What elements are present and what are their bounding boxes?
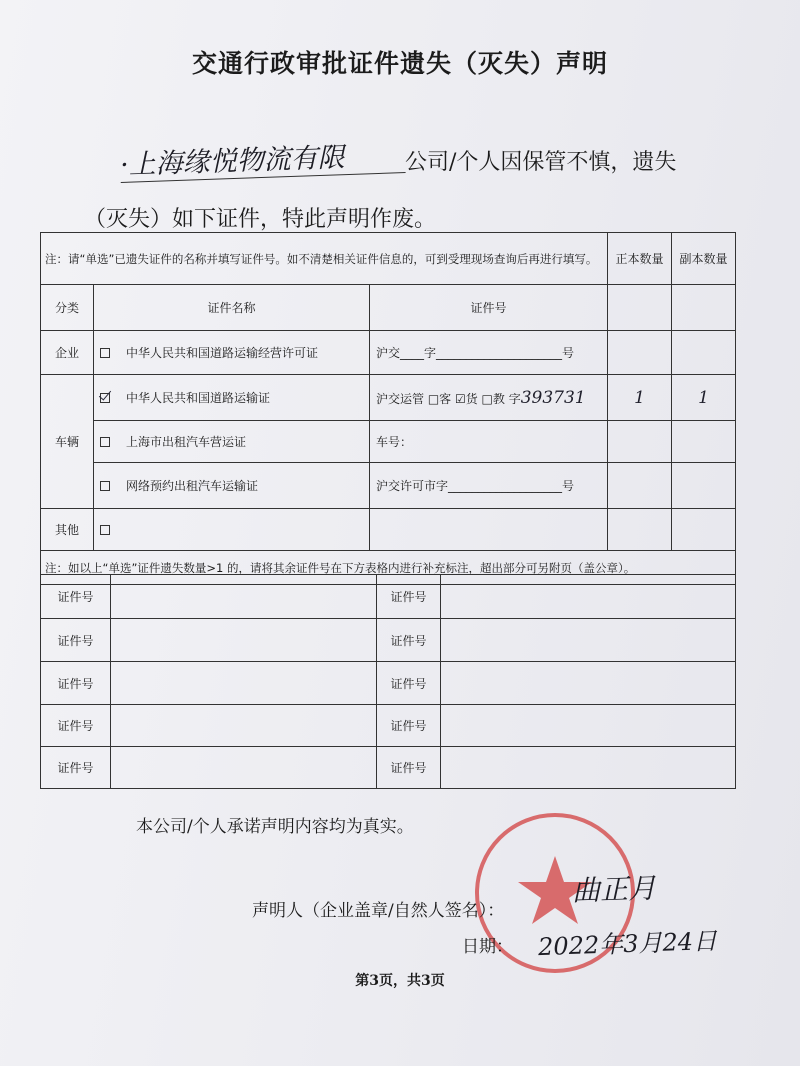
table-row <box>41 619 736 662</box>
extra-number-label: 证件号 <box>377 705 441 747</box>
header-spacer-original <box>608 285 672 331</box>
extra-number-field[interactable] <box>111 662 377 705</box>
certificate-name: 上海市出租汽车营运证 <box>126 435 247 449</box>
certificate-number-field[interactable] <box>370 509 608 551</box>
checkbox-road-transport-cert[interactable] <box>100 393 110 403</box>
certificate-name: 中华人民共和国道路运输证 <box>126 391 271 405</box>
extra-number-field[interactable] <box>111 705 377 747</box>
copy-count-field[interactable] <box>672 331 736 375</box>
header-category: 分类 <box>41 285 94 331</box>
table-row <box>41 509 736 551</box>
table-row <box>41 662 736 705</box>
extra-number-label: 证件号 <box>377 575 441 619</box>
page-title: 交通行政审批证件遗失（灭失）声明 <box>191 49 608 78</box>
header-copy-count: 副本数量 <box>672 233 736 285</box>
handwritten-number: 393731 <box>520 387 586 408</box>
date-value-handwritten: 2022年3月24日 <box>537 926 718 962</box>
certificate-name-cell <box>94 331 370 375</box>
header-certificate-number: 证件号 <box>370 285 608 331</box>
table-row <box>41 747 736 789</box>
header-spacer-copy <box>672 285 736 331</box>
extra-number-field[interactable] <box>111 747 377 789</box>
certificate-name-cell <box>94 375 370 421</box>
extra-number-field[interactable] <box>441 705 736 747</box>
certificate-number-field[interactable] <box>370 375 608 421</box>
copy-count-field[interactable] <box>672 463 736 509</box>
extra-number-label: 证件号 <box>377 619 441 662</box>
table-row <box>41 705 736 747</box>
number-template: 沪交运管 □客 ☑货 □教 字 <box>376 391 521 406</box>
checkbox-taxi-permit[interactable] <box>100 437 110 447</box>
table-row <box>41 463 736 509</box>
date-label: 日期： <box>462 937 513 957</box>
extra-number-label: 证件号 <box>377 747 441 789</box>
company-name-handwritten: ·上海缘悦物流有限 <box>119 133 405 183</box>
certificate-number-field[interactable]: 沪交____字_____________________号 <box>370 331 608 375</box>
declarant-label: 声明人（企业盖章/自然人签名）： <box>252 901 505 921</box>
category-enterprise: 企业 <box>41 331 94 375</box>
copy-count-field[interactable]: 1 <box>672 375 736 421</box>
statement-line-1-text: 公司/个人因保管不慎，遗失 <box>405 150 677 175</box>
extra-numbers-table <box>40 574 736 789</box>
table-row <box>41 375 736 421</box>
extra-number-label: 证件号 <box>41 705 111 747</box>
promise-statement: 本公司/个人承诺声明内容均为真实。 <box>136 817 414 837</box>
table-row <box>41 421 736 463</box>
copy-count-field[interactable] <box>672 421 736 463</box>
extra-number-label: 证件号 <box>41 662 111 705</box>
certificate-form-table <box>40 232 736 585</box>
extra-number-field[interactable] <box>441 575 736 619</box>
extra-number-label: 证件号 <box>41 747 111 789</box>
extra-number-field[interactable] <box>441 747 736 789</box>
declarant-line <box>252 896 504 921</box>
original-count-field[interactable]: 1 <box>608 375 672 421</box>
table-row <box>41 331 736 375</box>
certificate-name: 中华人民共和国道路运输经营许可证 <box>126 346 319 360</box>
original-count-field[interactable] <box>608 463 672 509</box>
note-top: 注：请“单选”已遗失证件的名称并填写证件号。如不清楚相关证件信息的，可到受理现场查询后再进行填写。 <box>41 233 608 285</box>
checkbox-other[interactable] <box>100 525 110 535</box>
declarant-signature: 曲正月 <box>571 871 657 908</box>
extra-number-field[interactable] <box>111 575 377 619</box>
extra-number-label: 证件号 <box>377 662 441 705</box>
certificate-name: 网络预约出租汽车运输证 <box>126 479 259 493</box>
original-count-field[interactable] <box>608 509 672 551</box>
header-original-count: 正本数量 <box>608 233 672 285</box>
extra-number-label: 证件号 <box>41 575 111 619</box>
extra-number-field[interactable] <box>441 619 736 662</box>
note-bottom: 注：如以上“单选”证件遗失数量>1 的，请将其余证件号在下方表格内进行补充标注，超出部分可另附页（盖公章）。 <box>41 551 736 585</box>
certificate-name-cell <box>94 509 370 551</box>
page-footer: 第3页，共3页 <box>355 973 445 989</box>
certificate-name-cell <box>94 463 370 509</box>
checkbox-ride-hailing-cert[interactable] <box>100 481 110 491</box>
extra-number-label: 证件号 <box>41 619 111 662</box>
extra-number-field[interactable] <box>111 619 377 662</box>
table-row <box>41 575 736 619</box>
header-certificate-name: 证件名称 <box>94 285 370 331</box>
certificate-number-field[interactable]: 车号： <box>370 421 608 463</box>
extra-number-field[interactable] <box>441 662 736 705</box>
statement-line-2: （灭失）如下证件，特此声明作废。 <box>84 207 437 232</box>
original-count-field[interactable] <box>608 421 672 463</box>
category-vehicle: 车辆 <box>41 375 94 509</box>
checkbox-business-permit[interactable] <box>100 348 110 358</box>
statement-line-1 <box>119 138 677 181</box>
original-count-field[interactable] <box>608 331 672 375</box>
category-other: 其他 <box>41 509 94 551</box>
certificate-number-field[interactable]: 沪交许可市字___________________号 <box>370 463 608 509</box>
copy-count-field[interactable] <box>672 509 736 551</box>
certificate-name-cell <box>94 421 370 463</box>
